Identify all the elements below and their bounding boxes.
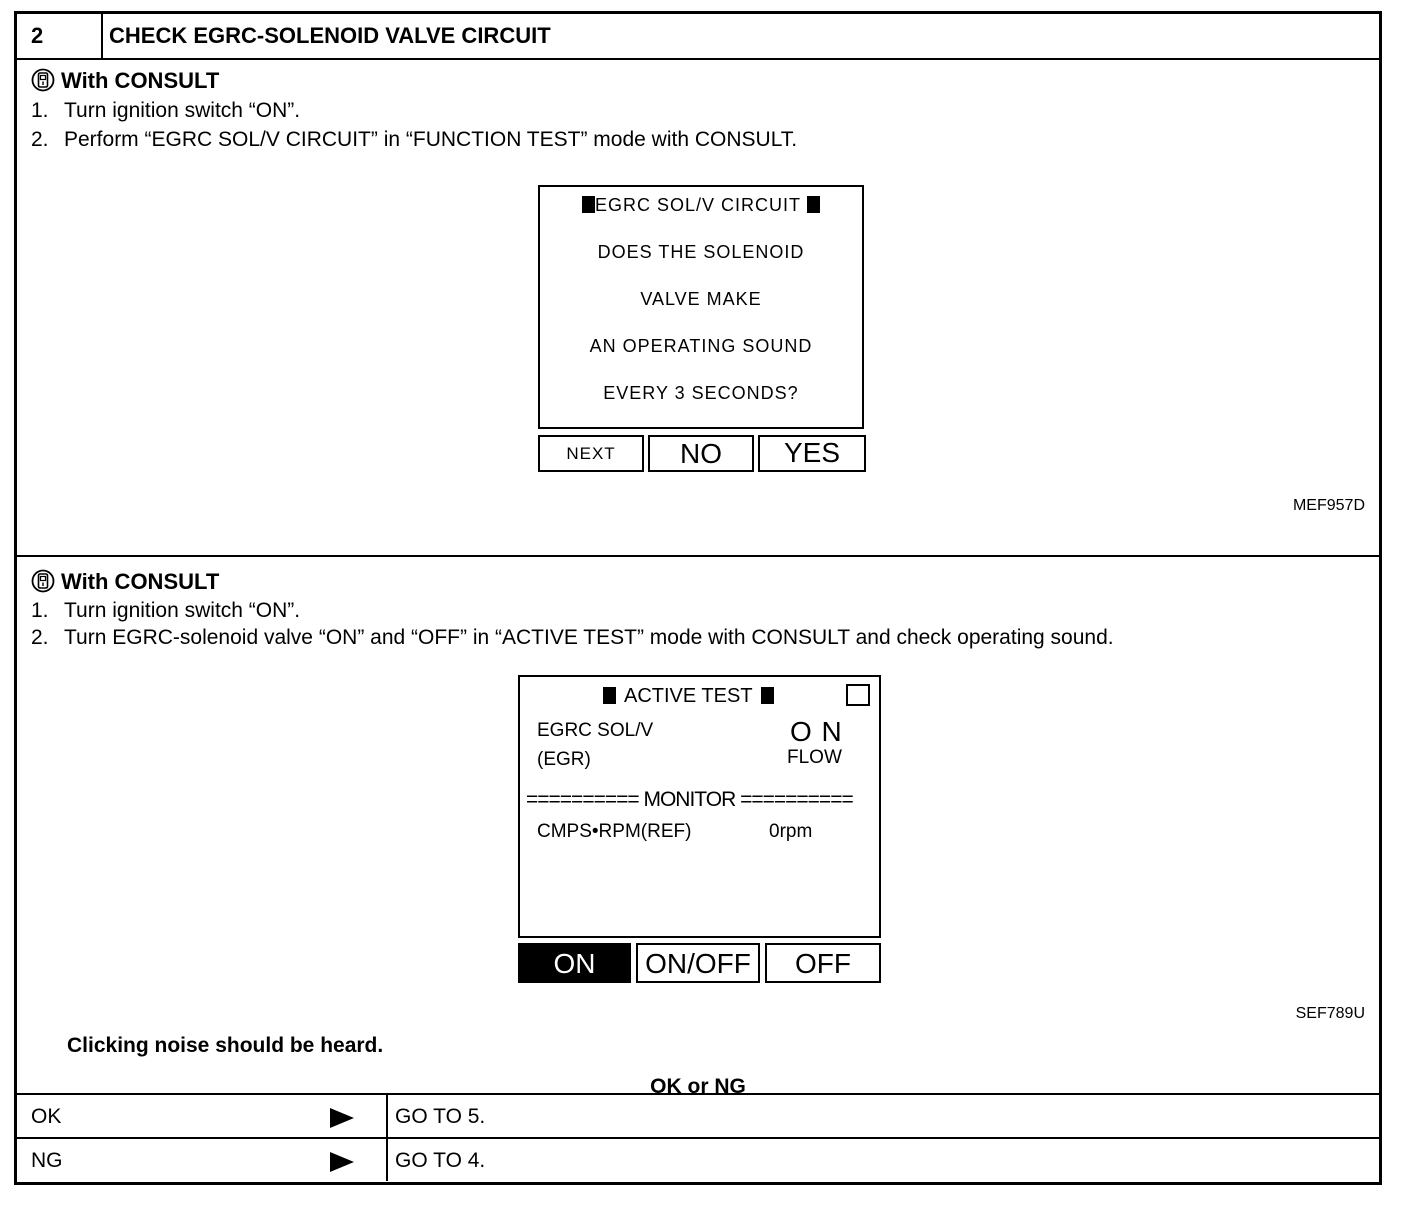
diagnostic-procedure-table xyxy=(14,11,1382,1185)
step-num: 1. xyxy=(31,99,49,122)
monitor-item-name: CMPS•RPM(REF) xyxy=(537,821,692,842)
result-action-link[interactable]: GO TO 5. xyxy=(395,1105,486,1128)
test-item-value: O N xyxy=(790,716,843,747)
screen-title: ACTIVE TEST xyxy=(624,685,753,707)
with-consult-heading xyxy=(31,68,219,94)
result-action-link[interactable]: GO TO 4. xyxy=(395,1149,486,1172)
step-text: Turn ignition switch “ON”. xyxy=(64,99,301,122)
with-consult-label: With CONSULT xyxy=(61,569,220,594)
screen-text-line: VALVE MAKE xyxy=(640,289,762,309)
title-marker xyxy=(761,687,774,704)
step-num: 1. xyxy=(31,599,49,622)
result-row-ng xyxy=(17,1139,1379,1181)
screen-text-line: AN OPERATING SOUND xyxy=(589,336,813,356)
next-button[interactable]: NEXT xyxy=(538,435,644,472)
step-num: 2. xyxy=(31,626,49,649)
monitor-divider: ========== MONITOR ========== xyxy=(526,788,853,811)
title-marker xyxy=(807,196,820,213)
with-consult-heading xyxy=(31,569,219,595)
consult-tool-icon xyxy=(31,569,55,593)
with-consult-label: With CONSULT xyxy=(61,68,220,93)
screen-text-line: DOES THE SOLENOID xyxy=(597,242,805,262)
step-title: CHECK EGRC-SOLENOID VALVE CIRCUIT xyxy=(109,23,551,48)
title-marker xyxy=(603,687,616,704)
result-label: OK xyxy=(17,1095,388,1137)
result-row-ok xyxy=(17,1095,1379,1139)
consult-tool-icon xyxy=(31,68,55,92)
arrow-right-icon xyxy=(330,1108,354,1128)
consult-function-test-screen xyxy=(538,185,864,429)
screen-title: EGRC SOL/V CIRCUIT xyxy=(594,195,802,215)
arrow-right-icon xyxy=(330,1152,354,1172)
screen-title-row xyxy=(603,685,774,708)
test-item-name: EGRC SOL/V xyxy=(537,720,654,741)
result-prompt: OK or NG xyxy=(650,1075,746,1098)
consult-active-test-screen xyxy=(518,675,881,938)
result-label: NG xyxy=(17,1139,388,1181)
screen-checkbox[interactable] xyxy=(846,684,870,706)
off-button[interactable]: OFF xyxy=(765,943,881,983)
screen-text-line: EVERY 3 SECONDS? xyxy=(603,383,799,403)
instruction-step xyxy=(31,127,797,153)
step-number: 2 xyxy=(17,14,103,58)
step-num: 2. xyxy=(31,128,49,151)
title-marker xyxy=(582,196,595,213)
figure-code: SEF789U xyxy=(1295,1005,1365,1022)
on-off-button[interactable]: ON/OFF xyxy=(636,943,760,983)
step-text: Turn EGRC-solenoid valve “ON” and “OFF” in “ACTIVE TEST” mode with CONSULT and check operating sound. xyxy=(64,626,1114,649)
instruction-step xyxy=(31,625,1114,651)
test-item-sub: (EGR) xyxy=(537,749,591,770)
monitor-item-value: 0rpm xyxy=(769,821,813,842)
instruction-step xyxy=(31,598,300,624)
step-header xyxy=(17,14,1379,60)
function-test-section xyxy=(17,58,1379,557)
no-button[interactable]: NO xyxy=(648,435,754,472)
test-item-state: FLOW xyxy=(787,747,842,768)
screen-title-row xyxy=(540,195,862,216)
yes-button[interactable]: YES xyxy=(758,435,866,472)
instruction-step xyxy=(31,98,300,124)
step-text: Perform “EGRC SOL/V CIRCUIT” in “FUNCTION TEST” mode with CONSULT. xyxy=(64,128,798,151)
figure-code: MEF957D xyxy=(1292,497,1365,514)
expected-result-note: Clicking noise should be heard. xyxy=(67,1034,384,1057)
step-text: Turn ignition switch “ON”. xyxy=(64,599,301,622)
on-button[interactable]: ON xyxy=(518,943,631,983)
active-test-section xyxy=(17,557,1379,1098)
